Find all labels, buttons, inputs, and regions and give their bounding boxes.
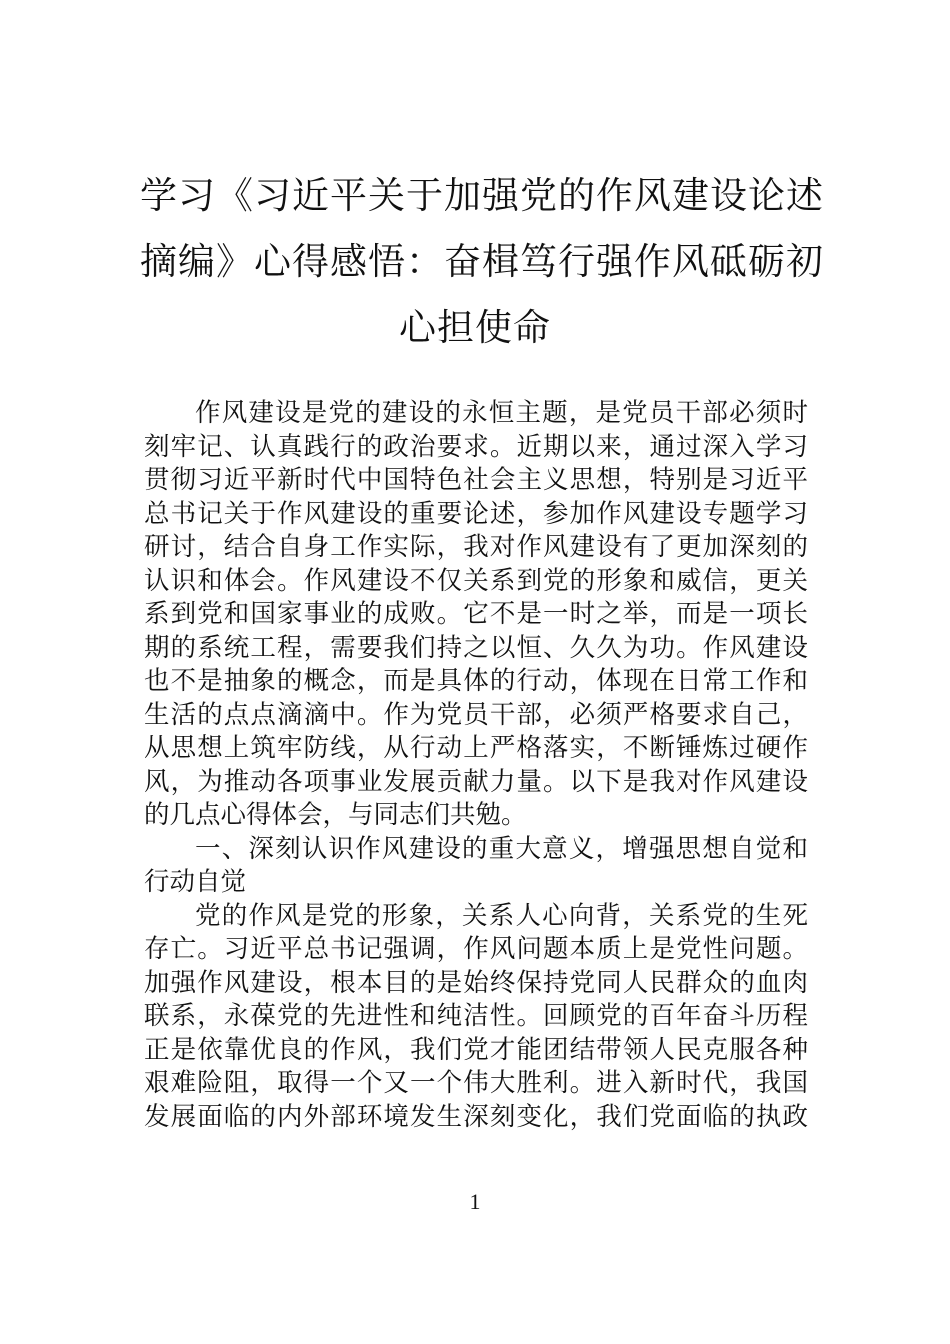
paragraph-line: 认识和体会。作风建设不仅关系到党的形象和威信，更关 (144, 565, 808, 596)
paragraph-intro (144, 397, 808, 833)
paragraph-line: 艰难险阻，取得一个又一个伟大胜利。进入新时代，我国 (144, 1068, 808, 1098)
document-body (144, 397, 808, 1134)
paragraph-line: 存亡。习近平总书记强调，作风问题本质上是党性问题。 (144, 934, 808, 964)
paragraph-line: 作风建设是党的建设的永恒主题，是党员干部必须时 (195, 398, 808, 428)
document-title (140, 163, 824, 361)
paragraph-line: 研讨，结合自身工作实际，我对作风建设有了更加深刻的 (144, 532, 808, 562)
paragraph-line: 的几点心得体会，与同志们共勉。 (144, 800, 527, 830)
paragraph-line: 期的系统工程，需要我们持之以恒、久久为功。作风建设 (144, 632, 808, 663)
title-line-3: 心担使命 (399, 306, 551, 349)
paragraph-line: 正是依靠优良的作风，我们党才能团结带领人民克服各种 (144, 1034, 808, 1065)
heading-line: 行动自觉 (144, 867, 247, 897)
section-heading-1 (144, 833, 808, 900)
heading-line: 一、深刻认识作风建设的重大意义，增强思想自觉和 (195, 833, 808, 864)
paragraph-line: 总书记关于作风建设的重要论述，参加作风建设专题学习 (144, 498, 808, 529)
paragraph-line: 贯彻习近平新时代中国特色社会主义思想，特别是习近平 (144, 465, 808, 495)
paragraph-line: 生活的点点滴滴中。作为党员干部，必须严格要求自己， (144, 699, 808, 730)
paragraph-line: 系到党和国家事业的成败。它不是一时之举，而是一项长 (144, 599, 808, 629)
paragraph-line: 加强作风建设，根本目的是始终保持党同人民群众的血肉 (144, 967, 808, 998)
paragraph-line: 刻牢记、认真践行的政治要求。近期以来，通过深入学习 (144, 431, 808, 462)
title-line-2: 摘编》心得感悟：奋楫笃行强作风砥砺初 (140, 240, 824, 283)
paragraph-line: 风，为推动各项事业发展贡献力量。以下是我对作风建设 (144, 766, 808, 797)
paragraph-line: 从思想上筑牢防线，从行动上严格落实，不断锤炼过硬作 (144, 733, 808, 763)
paragraph-line: 发展面临的内外部环境发生深刻变化，我们党面临的执政 (144, 1101, 808, 1132)
paragraph-section-1 (144, 900, 808, 1135)
title-line-1: 学习《习近平关于加强党的作风建设论述 (140, 174, 824, 217)
paragraph-line: 也不是抽象的概念，而是具体的行动，体现在日常工作和 (144, 666, 808, 696)
page-number: 1 (469, 1189, 481, 1214)
paragraph-line: 党的作风是党的形象，关系人心向背，关系党的生死 (195, 900, 808, 931)
paragraph-line: 联系，永葆党的先进性和纯洁性。回顾党的百年奋斗历程 (144, 1001, 808, 1031)
